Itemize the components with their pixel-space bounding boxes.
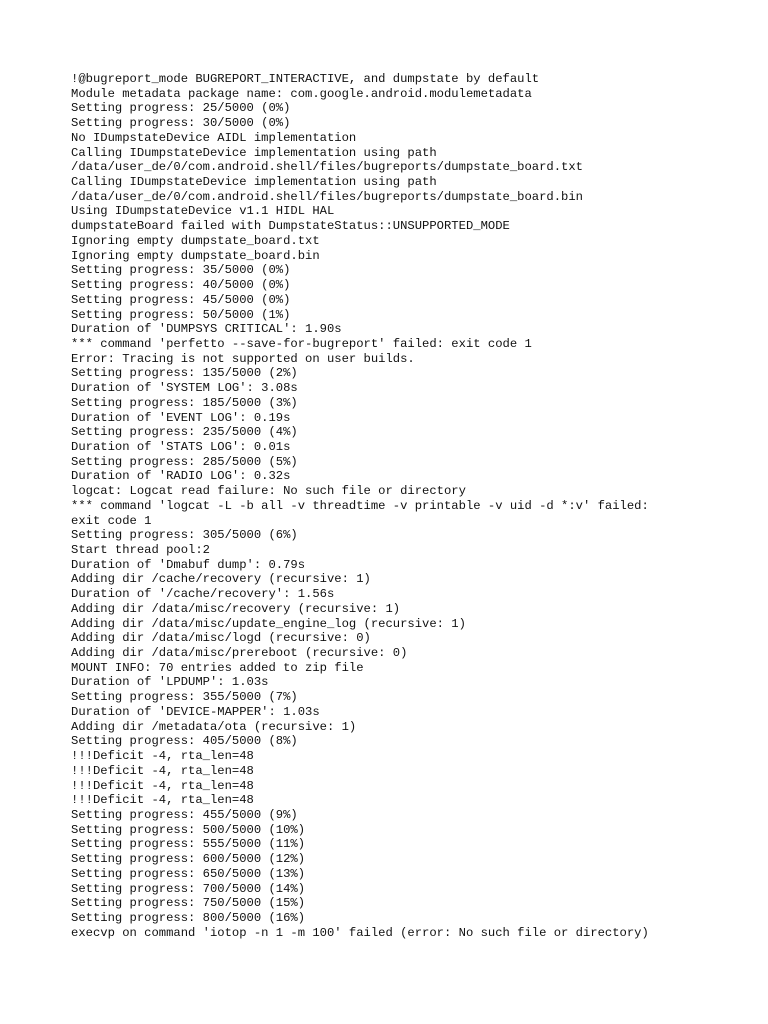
log-line: Setting progress: 135/5000 (2%) [71, 366, 298, 381]
log-line: Start thread pool:2 [71, 543, 210, 557]
log-line: Error: Tracing is not supported on user builds. [71, 351, 415, 366]
log-line: !@bugreport_mode BUGREPORT_INTERACTIVE, and dumpstate by default [71, 72, 540, 86]
log-line: Adding dir /data/misc/recovery (recursive: 1) [71, 601, 401, 616]
log-line: Setting progress: 500/5000 (10%) [71, 822, 306, 837]
log-line: Setting progress: 355/5000 (7%) [71, 690, 298, 705]
log-line: *** command 'logcat -L -b all -v threadtime -v printable -v uid -d *:v' failed: [71, 498, 649, 513]
log-line: Setting progress: 700/5000 (14%) [71, 881, 306, 896]
log-line: Adding dir /data/misc/logd (recursive: 0) [71, 631, 371, 646]
log-line: *** command 'perfetto --save-for-bugreport' failed: exit code 1 [71, 336, 532, 351]
log-line: Setting progress: 50/5000 (1%) [71, 307, 291, 322]
log-line: !!!Deficit -4, rta_len=48 [71, 778, 254, 793]
log-line: Adding dir /data/misc/prereboot (recursive: 0) [71, 646, 408, 661]
log-line: Using IDumpstateDevice v1.1 HIDL HAL [71, 204, 335, 219]
log-line: Setting progress: 750/5000 (15%) [71, 896, 306, 911]
log-line: Adding dir /metadata/ota (recursive: 1) [71, 719, 357, 734]
log-document [71, 72, 751, 940]
log-line: Setting progress: 235/5000 (4%) [71, 425, 298, 440]
log-line: exit code 1 [71, 513, 152, 528]
log-line: execvp on command 'iotop -n 1 -m 100' failed (error: No such file or directory) [71, 925, 649, 940]
log-line: Calling IDumpstateDevice implementation using path [71, 175, 437, 190]
log-line: Setting progress: 650/5000 (13%) [71, 866, 306, 881]
log-line: Setting progress: 40/5000 (0%) [71, 278, 291, 293]
log-line: Setting progress: 285/5000 (5%) [71, 454, 298, 469]
log-line: !!!Deficit -4, rta_len=48 [71, 749, 254, 764]
log-line: Setting progress: 405/5000 (8%) [71, 734, 298, 749]
log-line: No IDumpstateDevice AIDL implementation [71, 130, 357, 145]
log-line: Duration of 'STATS LOG': 0.01s [71, 439, 291, 454]
log-line: Duration of 'DEVICE-MAPPER': 1.03s [71, 704, 320, 719]
log-line: Duration of 'LPDUMP': 1.03s [71, 675, 269, 690]
log-line: Ignoring empty dumpstate_board.bin [71, 248, 320, 263]
log-line: Setting progress: 185/5000 (3%) [71, 395, 298, 410]
log-line: Adding dir /cache/recovery (recursive: 1) [71, 572, 371, 587]
log-line: Setting progress: 600/5000 (12%) [71, 852, 306, 867]
log-line: Duration of 'SYSTEM LOG': 3.08s [71, 381, 298, 396]
log-line: Setting progress: 25/5000 (0%) [71, 101, 291, 116]
log-line: !!!Deficit -4, rta_len=48 [71, 793, 254, 808]
log-line: Duration of 'RADIO LOG': 0.32s [71, 469, 291, 484]
log-line: Setting progress: 30/5000 (0%) [71, 116, 291, 131]
log-line: dumpstateBoard failed with DumpstateStatus::UNSUPPORTED_MODE [71, 219, 510, 234]
log-line: Duration of 'DUMPSYS CRITICAL': 1.90s [71, 322, 342, 337]
log-line: !!!Deficit -4, rta_len=48 [71, 763, 254, 778]
log-line: Duration of 'Dmabuf dump': 0.79s [71, 557, 306, 572]
log-line: /data/user_de/0/com.android.shell/files/bugreports/dumpstate_board.bin [71, 189, 583, 204]
log-line: Setting progress: 455/5000 (9%) [71, 807, 298, 822]
log-line: Ignoring empty dumpstate_board.txt [71, 233, 320, 248]
log-line: /data/user_de/0/com.android.shell/files/bugreports/dumpstate_board.txt [71, 160, 583, 175]
log-line: Setting progress: 555/5000 (11%) [71, 837, 306, 852]
log-line: Duration of 'EVENT LOG': 0.19s [71, 410, 291, 425]
log-line: Duration of '/cache/recovery': 1.56s [71, 587, 335, 602]
log-line: Setting progress: 45/5000 (0%) [71, 292, 291, 307]
log-line: Adding dir /data/misc/update_engine_log (recursive: 1) [71, 616, 466, 631]
log-line: MOUNT INFO: 70 entries added to zip file [71, 660, 364, 675]
log-line: Calling IDumpstateDevice implementation using path [71, 145, 437, 160]
log-line: logcat: Logcat read failure: No such file or directory [71, 484, 466, 499]
log-line: Module metadata package name: com.google.android.modulemetadata [71, 86, 532, 101]
log-line: Setting progress: 35/5000 (0%) [71, 263, 291, 278]
log-line: Setting progress: 800/5000 (16%) [71, 910, 306, 925]
log-line: Setting progress: 305/5000 (6%) [71, 528, 298, 543]
